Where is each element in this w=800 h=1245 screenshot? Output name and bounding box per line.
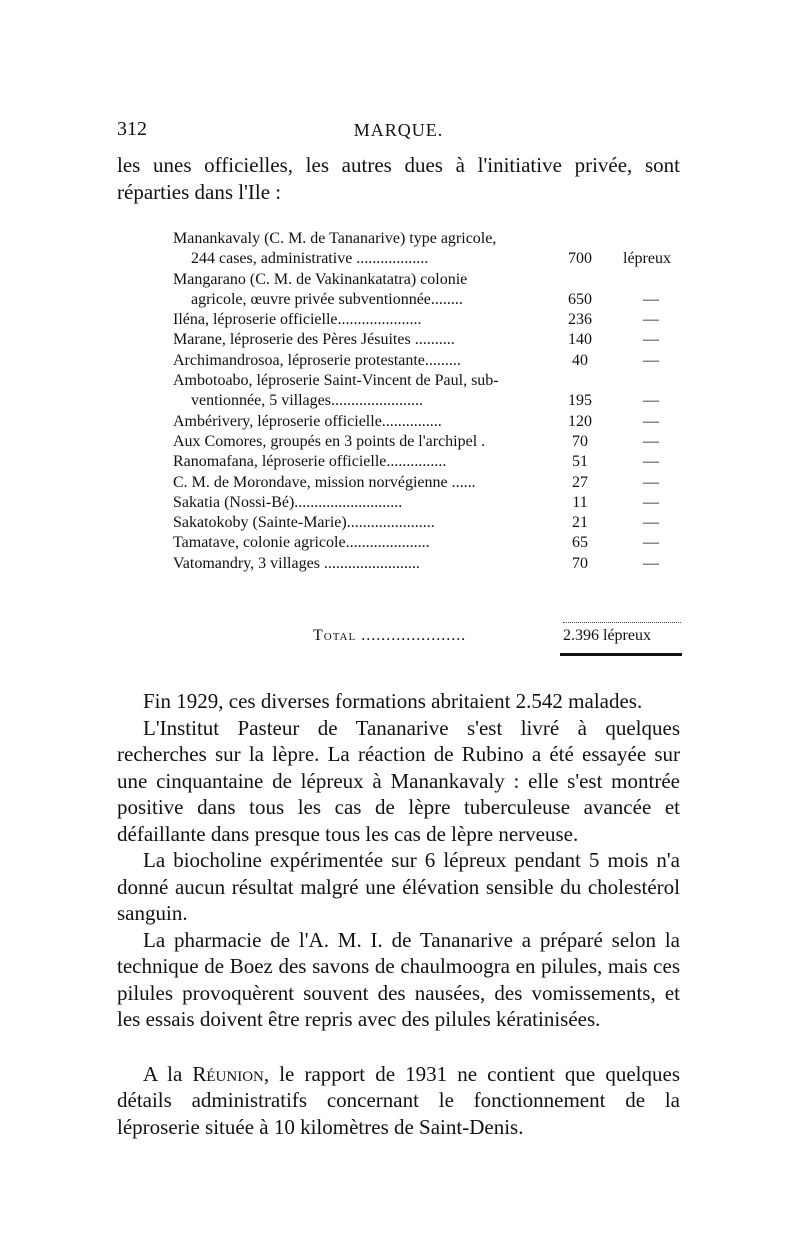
table-row (173, 554, 683, 574)
intro-line-1: les unes officielles, les autres dues à l'initiative privée, sont (117, 153, 680, 177)
reunion-text: , le rapport de 1931 ne contient que quelques détails administratifs concernant le fonctionnement de la léproserie située à 10 kilomètres de Saint-Denis. (117, 1061, 680, 1139)
leproserie-unit: — (643, 432, 659, 450)
leproserie-unit: — (643, 331, 659, 349)
leproserie-unit: — (643, 554, 659, 572)
leproserie-name: Tamatave, colonie agricole..................... (173, 534, 430, 552)
body-text (117, 688, 680, 1140)
table-row (173, 533, 683, 553)
page-header (117, 118, 680, 144)
leproserie-name: Aux Comores, groupés en 3 points de l'archipel . (173, 432, 486, 450)
leproserie-name: Sakatia (Nossi-Bé)........................... (173, 493, 403, 511)
leproserie-count: 650 (568, 290, 592, 308)
leproseries-table (173, 229, 683, 574)
leproserie-unit: — (643, 514, 659, 532)
table-row (173, 229, 683, 249)
total-row (313, 627, 683, 645)
table-row (173, 493, 683, 513)
page-number: 312 (117, 118, 147, 140)
leproserie-name: ventionnée, 5 villages....................... (191, 392, 423, 410)
leproserie-count: 65 (572, 534, 588, 552)
leproserie-unit: — (643, 453, 659, 471)
leproserie-count: 40 (572, 351, 588, 369)
reunion-paragraph (117, 1061, 680, 1141)
table-row (173, 371, 683, 391)
leproserie-count: 27 (572, 473, 588, 491)
intro-paragraph (117, 152, 680, 206)
leproserie-unit: — (643, 412, 659, 430)
leproserie-name: Marane, léproserie des Pères Jésuites .......... (173, 331, 455, 349)
table-row (173, 330, 683, 350)
leproserie-unit: — (643, 534, 659, 552)
leproserie-name: Ambotoabo, léproserie Saint-Vincent de Paul, sub- (173, 372, 499, 390)
leproserie-count: 70 (572, 432, 588, 450)
table-row (173, 513, 683, 533)
leproserie-count: 70 (572, 554, 588, 572)
table-row (173, 249, 683, 269)
leproserie-unit: — (643, 493, 659, 511)
table-row (173, 351, 683, 371)
leproserie-unit: — (643, 392, 659, 410)
intro-line-2: réparties dans l'Ile : (117, 180, 282, 204)
sum-rule-top (563, 622, 681, 623)
total-value: 2.396 lépreux (563, 627, 651, 644)
paragraph: La pharmacie de l'A. M. I. de Tananarive a préparé selon la technique de Boez des savons de chaulmoogra en pilules, mais ces pilules provoquèrent souvent des nausées, des vomissements, et les essais doivent être repris avec des pilules kératinisées. (117, 927, 680, 1031)
paragraph: L'Institut Pasteur de Tananarive s'est livré à quelques recherches sur la lèpre. La réaction de Rubino a été essayée sur une cinquantaine de lépreux à Manankavaly : elle s'est montrée positive dans tous les cas de lèpre tuberculeuse avancée et défaillante dans presque tous les cas de lèpre nerveuse. (117, 715, 680, 846)
leproserie-count: 51 (572, 453, 588, 471)
leproserie-unit: — (643, 311, 659, 329)
paragraph: Fin 1929, ces diverses formations abritaient 2.542 malades. (143, 689, 643, 713)
leproserie-name: Manankavaly (C. M. de Tananarive) type agricole, (173, 230, 497, 247)
reunion-place: Réunion (192, 1061, 264, 1086)
table-row (173, 391, 683, 411)
table-row (173, 310, 683, 330)
leproserie-name: agricole, œuvre privée subventionnée........ (191, 290, 463, 308)
leproserie-unit: — (643, 290, 659, 308)
sum-rule-bottom (560, 653, 682, 656)
leproserie-count: 11 (572, 493, 588, 511)
table-row (173, 270, 683, 290)
leproserie-unit: — (643, 473, 659, 491)
leproserie-count: 195 (568, 392, 592, 410)
reunion-prefix: A la (143, 1061, 193, 1086)
leproserie-name: Iléna, léproserie officielle..................... (173, 311, 422, 329)
table-row (173, 473, 683, 493)
leproserie-name: Vatomandry, 3 villages ........................ (173, 554, 420, 572)
leproserie-count: 700 (568, 250, 592, 268)
leproserie-name: Archimandrosoa, léproserie protestante......... (173, 351, 461, 369)
leproserie-name: C. M. de Morondave, mission norvégienne ...... (173, 473, 476, 491)
leproserie-name: Ranomafana, léproserie officielle............... (173, 453, 447, 471)
leproserie-count: 21 (572, 514, 588, 532)
table-row (173, 432, 683, 452)
paragraph: La biocholine expérimentée sur 6 lépreux pendant 5 mois n'a donné aucun résultat malgré une élévation sensible du cholestérol sanguin. (117, 848, 680, 925)
leproserie-name: 244 cases, administrative .................. (191, 250, 429, 268)
table-row (173, 452, 683, 472)
running-head: MARQUE. (353, 120, 444, 140)
leproserie-name: Mangarano (C. M. de Vakinankatatra) colonie (173, 270, 468, 288)
leproserie-unit: — (643, 351, 659, 369)
total-label: Total ..................... (313, 627, 467, 644)
leproserie-count: 236 (568, 311, 592, 329)
table-row (173, 290, 683, 310)
leproserie-count: 140 (568, 331, 592, 349)
leproserie-name: Ambérivery, léproserie officielle............... (173, 412, 442, 430)
leproserie-unit: lépreux (623, 250, 671, 268)
leproserie-name: Sakatokoby (Sainte-Marie)...................... (173, 514, 435, 532)
leproserie-count: 120 (568, 412, 592, 430)
table-row (173, 412, 683, 432)
